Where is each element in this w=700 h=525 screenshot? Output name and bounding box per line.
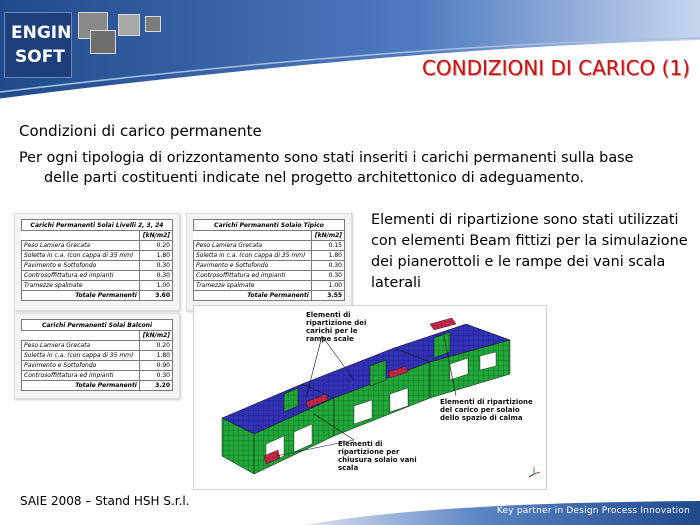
- logo-line1: ENGIN: [11, 23, 72, 43]
- row-label: Controsoffittatura ed impianti: [22, 271, 140, 281]
- unit-header: [kN/m2]: [311, 231, 344, 241]
- total-value: 3.55: [311, 291, 344, 301]
- row-label: Controsoffittatura ed impianti: [22, 371, 140, 381]
- row-label: Pavimento e Sottofondo: [22, 361, 140, 371]
- row-value: 0.30: [139, 371, 172, 381]
- total-label: Totale Permanenti: [194, 291, 312, 301]
- row-label: Tramezze spalmate: [22, 281, 140, 291]
- loads-table-livelli: [21, 219, 173, 301]
- row-value: 1.80: [139, 251, 172, 261]
- unit-header: [kN/m2]: [139, 331, 172, 341]
- header-thumbnail-3: [118, 14, 140, 36]
- row-value: 1.80: [139, 351, 172, 361]
- intro-paragraph: [19, 148, 689, 188]
- section-heading: Condizioni di carico permanente: [19, 122, 262, 140]
- enginsoft-logo: [4, 12, 72, 78]
- slide-title: CONDIZIONI DI CARICO (1): [421, 56, 690, 80]
- row-label: Soletta in c.a. (con cappa di 35 mm): [22, 251, 140, 261]
- header-thumbnail-4: [145, 16, 161, 32]
- row-label: Peso Lamiera Grecata: [194, 241, 312, 251]
- logo-line2: SOFT: [15, 47, 65, 67]
- row-value: 1.00: [139, 281, 172, 291]
- row-value: 0.20: [139, 241, 172, 251]
- row-label: Soletta in c.a. (con cappa di 35 mm): [194, 251, 312, 261]
- total-label: Totale Permanenti: [22, 291, 140, 301]
- row-value: 0.90: [139, 361, 172, 371]
- loads-table-balconi: [21, 319, 173, 391]
- axis-triad-icon: [529, 467, 540, 477]
- table-panel-livelli: [14, 213, 180, 311]
- total-label: Totale Permanenti: [22, 381, 140, 391]
- row-label: Pavimento e Sottofondo: [22, 261, 140, 271]
- intro-line-1: Per ogni tipologia di orizzontamento sono stati inseriti i carichi permanenti sulla base: [19, 150, 634, 166]
- row-label: Peso Lamiera Grecata: [22, 341, 140, 351]
- fe-model-figure: [193, 305, 547, 490]
- row-label: Peso Lamiera Grecata: [22, 241, 140, 251]
- row-label: Tramezze spalmate: [194, 281, 312, 291]
- row-value: 0.30: [311, 261, 344, 271]
- row-value: 0.20: [139, 341, 172, 351]
- callout-vani-scala: Elementi di ripartizione per chiusura solaio vani scala: [338, 440, 417, 472]
- side-paragraph: Elementi di ripartizione sono stati utilizzati con elementi Beam fittizi per la simulazione dei pianerottoli e le rampe dei vani scala laterali: [371, 212, 688, 291]
- callout-spazio-calma: Elementi di ripartizione del carico per solaio dello spazio di calma: [440, 398, 533, 422]
- row-value: 0.30: [139, 261, 172, 271]
- footer-tagline: Key partner in Design Process Innovation: [496, 506, 690, 516]
- row-value: 1.00: [311, 281, 344, 291]
- row-value: 0.15: [311, 241, 344, 251]
- row-label: Soletta in c.a. (con cappa di 35 mm): [22, 351, 140, 361]
- row-label: Pavimento e Sottofondo: [194, 261, 312, 271]
- header-thumbnail-2: [90, 30, 116, 54]
- row-value: 0.30: [139, 271, 172, 281]
- unit-header: [kN/m2]: [139, 231, 172, 241]
- row-value: 1.80: [311, 251, 344, 261]
- total-value: 3.60: [139, 291, 172, 301]
- table-caption: Carichi Permanenti Solai Balconi: [22, 320, 173, 331]
- table-caption: Carichi Permanenti Solaio Tipico: [194, 220, 345, 231]
- loads-table-tipico: [193, 219, 345, 301]
- callout-rampe-scale: Elementi di ripartizione dei carichi per le rampe scale: [306, 311, 367, 343]
- table-caption: Carichi Permanenti Solai Livelli 2, 3, 24: [22, 220, 173, 231]
- total-value: 3.20: [139, 381, 172, 391]
- intro-line-2: delle parti costituenti indicate nel progetto architettonico di adeguamento.: [44, 170, 584, 186]
- row-label: Controsoffittatura ed impianti: [194, 271, 312, 281]
- table-panel-balconi: [14, 313, 180, 399]
- table-panel-tipico: [186, 213, 352, 311]
- footer-event-label: SAIE 2008 – Stand HSH S.r.l.: [20, 494, 190, 508]
- row-value: 0.30: [311, 271, 344, 281]
